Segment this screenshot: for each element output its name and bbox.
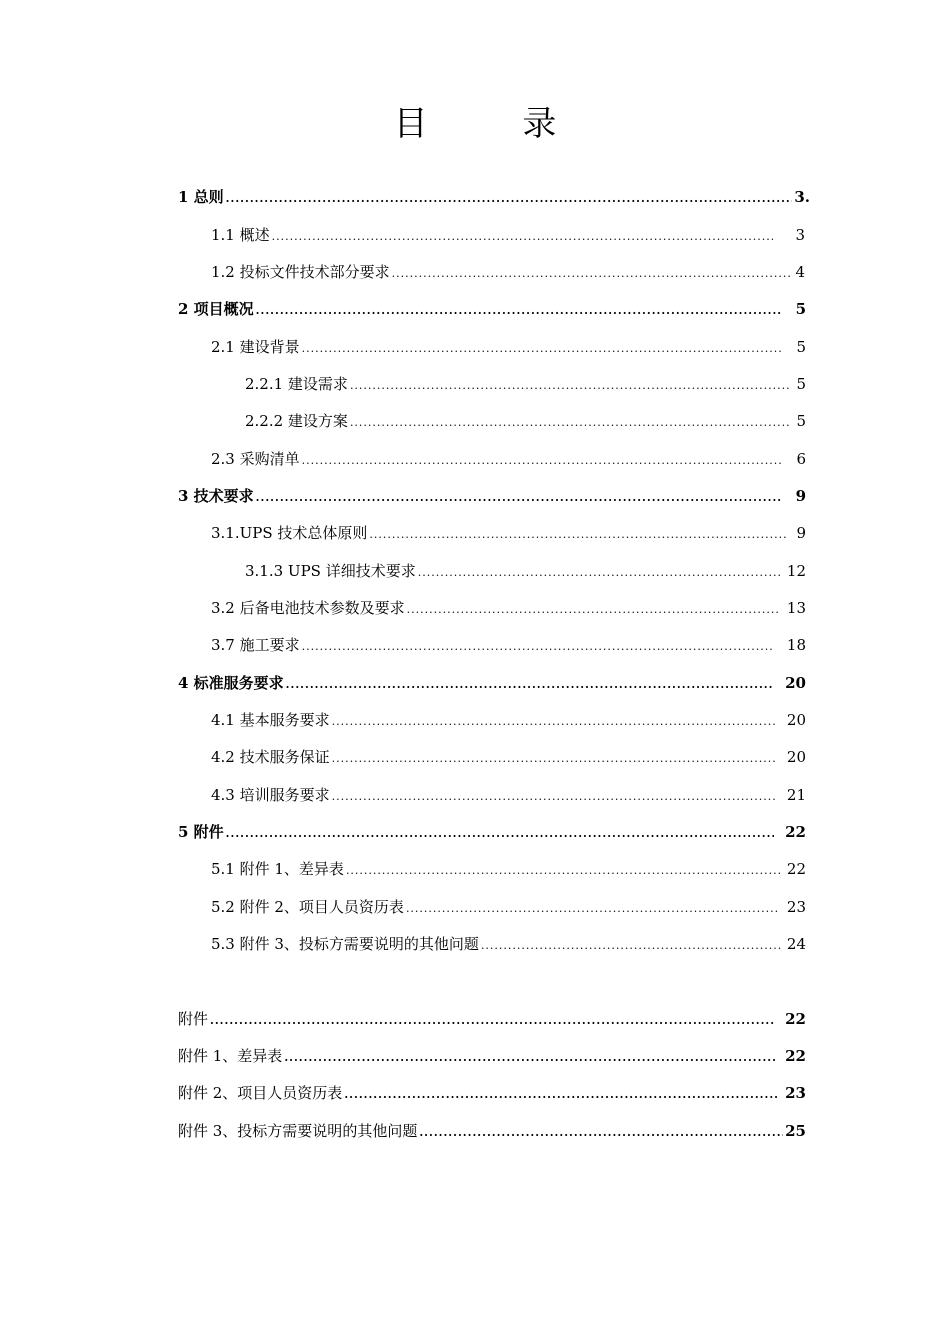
toc-entry-label: 附件 3、投标方需要说明的其他问题	[178, 1122, 418, 1140]
toc-dot-leader	[350, 413, 790, 433]
toc-entry-4-2[interactable]	[211, 747, 806, 769]
toc-entry-label: 3.1.3 UPS 详细技术要求	[245, 562, 416, 580]
toc-dot-leader	[302, 339, 782, 359]
toc-entry-label: 2.2.2 建设方案	[245, 412, 348, 430]
toc-dot-leader	[346, 861, 782, 881]
toc-page-number: 21	[786, 786, 806, 804]
toc-page-number: 25	[785, 1122, 806, 1140]
toc-entry-label: 4.3 培训服务要求	[211, 786, 330, 804]
toc-entry-5-3[interactable]	[211, 934, 806, 956]
toc-page-number: 5	[796, 375, 806, 393]
toc-entry-5-1[interactable]	[211, 859, 806, 881]
toc-page-number: 22	[786, 860, 806, 878]
toc-dot-leader	[226, 824, 774, 844]
toc-page-number: 6	[796, 450, 806, 468]
toc-entry-label: 5.2 附件 2、项目人员资历表	[211, 898, 404, 916]
toc-entry-label: 5 附件	[178, 823, 224, 841]
toc-page-number: 9	[795, 487, 806, 505]
toc-dot-leader	[369, 525, 786, 545]
toc-page-number: 20	[785, 674, 806, 692]
toc-page-number: 5	[796, 338, 806, 356]
toc-dot-leader	[406, 899, 780, 919]
toc-entry-label: 4.1 基本服务要求	[211, 711, 330, 729]
toc-entry-1-2[interactable]	[211, 262, 805, 284]
toc-entry-chapter-4[interactable]	[178, 673, 806, 695]
toc-page-number: 12	[786, 562, 806, 580]
toc-dot-leader	[284, 1048, 776, 1068]
toc-entry-label: 附件	[178, 1010, 209, 1028]
toc-page-number: 4	[795, 263, 805, 281]
toc-dot-leader	[344, 1085, 780, 1105]
toc-page-number: 3	[795, 226, 805, 244]
toc-page-number: 22	[785, 1010, 806, 1028]
toc-page-number: 24	[786, 935, 806, 953]
toc-page-number: 22	[785, 823, 806, 841]
toc-entry-label: 3.1.UPS 技术总体原则	[211, 524, 368, 542]
toc-page-number: 5	[796, 412, 806, 430]
toc-dot-leader	[226, 189, 793, 209]
toc-entry-label: 3 技术要求	[178, 487, 254, 505]
toc-entry-label: 2 项目概况	[178, 300, 254, 318]
toc-entry-chapter-1[interactable]	[178, 187, 810, 209]
toc-dot-leader	[256, 301, 782, 321]
toc-dot-leader	[272, 227, 773, 247]
toc-entry-appendix-2[interactable]	[178, 1083, 806, 1105]
toc-entry-label: 1.2 投标文件技术部分要求	[211, 263, 390, 281]
toc-entry-label: 4.2 技术服务保证	[211, 748, 330, 766]
toc-entry-3-2[interactable]	[211, 598, 806, 620]
toc-entry-2-2-2[interactable]	[245, 411, 806, 433]
toc-entry-label: 1.1 概述	[211, 226, 270, 244]
toc-entry-label: 4 标准服务要求	[178, 674, 284, 692]
toc-dot-leader	[392, 264, 794, 284]
toc-page-number: 13	[786, 599, 806, 617]
toc-entry-3-7[interactable]	[211, 635, 806, 657]
toc-page-number: 9	[796, 524, 806, 542]
toc-page-number: 18	[786, 636, 806, 654]
toc-entry-3-1-3[interactable]	[245, 561, 806, 583]
toc-entry-label: 3.7 施工要求	[211, 636, 300, 654]
toc-entry-chapter-3[interactable]	[178, 486, 806, 508]
toc-page-number: 3.	[794, 188, 810, 206]
toc-entry-label: 2.2.1 建设需求	[245, 375, 348, 393]
toc-dot-leader	[332, 749, 776, 769]
toc-dot-leader	[350, 376, 790, 396]
toc-entry-chapter-2[interactable]	[178, 299, 806, 321]
toc-dot-leader	[210, 1011, 776, 1031]
toc-entry-2-2-1[interactable]	[245, 374, 806, 396]
toc-entry-label: 2.3 采购清单	[211, 450, 300, 468]
toc-page-number: 23	[786, 898, 806, 916]
toc-dot-leader	[302, 637, 774, 657]
toc-dot-leader	[256, 488, 782, 508]
toc-entry-3-1[interactable]	[211, 523, 806, 545]
toc-entry-1-1[interactable]	[211, 225, 805, 247]
toc-entry-5-2[interactable]	[211, 897, 806, 919]
toc-entry-appendix[interactable]	[178, 1009, 806, 1031]
toc-entry-label: 5.3 附件 3、投标方需要说明的其他问题	[211, 935, 479, 953]
toc-dot-leader	[481, 936, 782, 956]
toc-entry-appendix-1[interactable]	[178, 1046, 806, 1068]
toc-entry-label: 1 总则	[178, 188, 224, 206]
toc-entry-label: 3.2 后备电池技术参数及要求	[211, 599, 405, 617]
toc-entry-label: 附件 1、差异表	[178, 1047, 283, 1065]
toc-page-number: 5	[795, 300, 806, 318]
toc-dot-leader	[419, 1123, 783, 1143]
toc-dot-leader	[407, 600, 780, 620]
toc-entry-2-1[interactable]	[211, 337, 806, 359]
toc-entry-label: 2.1 建设背景	[211, 338, 300, 356]
toc-dot-leader	[332, 712, 776, 732]
toc-entry-2-3[interactable]	[211, 449, 806, 471]
toc-page-number: 23	[785, 1084, 806, 1102]
toc-dot-leader	[286, 675, 774, 695]
page-title: 目 录	[393, 104, 599, 144]
toc-entry-label: 5.1 附件 1、差异表	[211, 860, 344, 878]
toc-dot-leader	[302, 451, 782, 471]
toc-entry-4-1[interactable]	[211, 710, 806, 732]
toc-entry-appendix-3[interactable]	[178, 1121, 806, 1143]
toc-page-number: 20	[786, 711, 806, 729]
toc-page-number: 20	[786, 748, 806, 766]
toc-entry-chapter-5[interactable]	[178, 822, 806, 844]
toc-entry-label: 附件 2、项目人员资历表	[178, 1084, 343, 1102]
toc-entry-4-3[interactable]	[211, 785, 806, 807]
toc-dot-leader	[418, 563, 780, 583]
toc-page-number: 22	[785, 1047, 806, 1065]
toc-dot-leader	[332, 787, 776, 807]
